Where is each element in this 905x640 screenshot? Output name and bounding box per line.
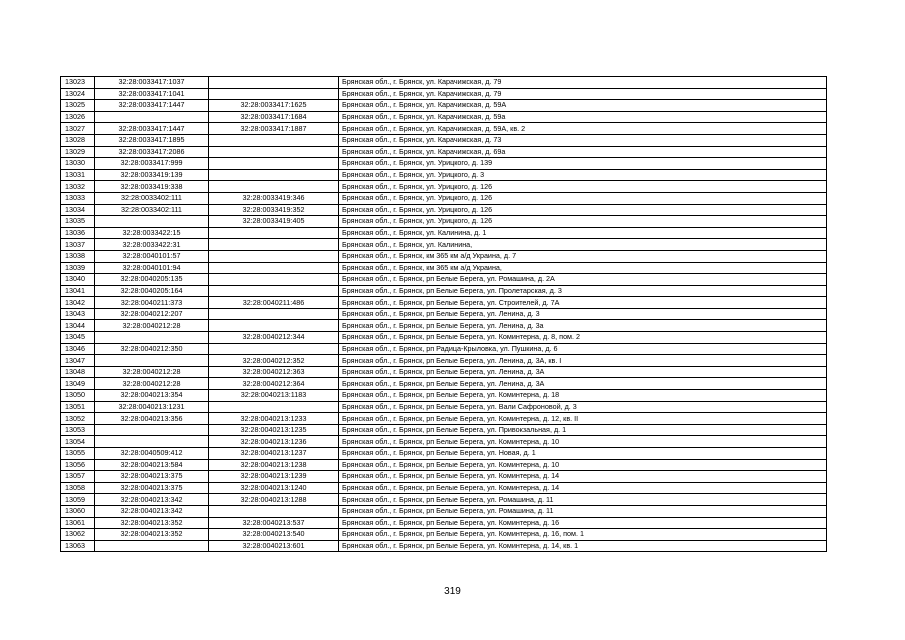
table-row xyxy=(61,192,827,204)
cadastral-number-cell: 32:28:0040212:28 xyxy=(95,320,209,332)
table-row xyxy=(61,459,827,471)
related-cadastral-number-cell: 32:28:0033417:1625 xyxy=(209,100,339,112)
address-cell: Брянская обл., г. Брянск, рп Белые Берега, ул. Новая, д. 1 xyxy=(339,448,827,460)
table-row xyxy=(61,123,827,135)
address-cell: Брянская обл., г. Брянск, рп Белые Берега, ул. Ромашина, д. 2А xyxy=(339,274,827,286)
address-cell: Брянская обл., г. Брянск, рп Белые Берега, ул. Привокзальная, д. 1 xyxy=(339,424,827,436)
related-cadastral-number-cell: 32:28:0033419:405 xyxy=(209,216,339,228)
table-row xyxy=(61,239,827,251)
row-number-cell: 13049 xyxy=(61,378,95,390)
row-number-cell: 13056 xyxy=(61,459,95,471)
address-cell: Брянская обл., г. Брянск, рп Белые Берега, ул. Ленина, д. 3А xyxy=(339,366,827,378)
row-number-cell: 13023 xyxy=(61,77,95,89)
table-row xyxy=(61,146,827,158)
address-cell: Брянская обл., г. Брянск, рп Белые Берега, ул. Коминтерна, д. 14 xyxy=(339,471,827,483)
table-row xyxy=(61,505,827,517)
address-cell: Брянская обл., г. Брянск, рп Белые Берега, ул. Ромашина, д. 11 xyxy=(339,494,827,506)
related-cadastral-number-cell xyxy=(209,401,339,413)
row-number-cell: 13030 xyxy=(61,158,95,170)
address-cell: Брянская обл., г. Брянск, рп Белые Берега, ул. Коминтерна, д. 10 xyxy=(339,459,827,471)
table-row xyxy=(61,366,827,378)
row-number-cell: 13046 xyxy=(61,343,95,355)
table-row xyxy=(61,216,827,228)
row-number-cell: 13043 xyxy=(61,308,95,320)
cadastral-number-cell: 32:28:0040205:135 xyxy=(95,274,209,286)
row-number-cell: 13039 xyxy=(61,262,95,274)
related-cadastral-number-cell xyxy=(209,181,339,193)
address-cell: Брянская обл., г. Брянск, рп Белые Берега, ул. Ромашина, д. 11 xyxy=(339,505,827,517)
address-cell: Брянская обл., г. Брянск, рп Белые Берега, ул. Коминтерна, д. 16 xyxy=(339,517,827,529)
cadastral-number-cell xyxy=(95,540,209,552)
cadastral-number-cell: 32:28:0040212:207 xyxy=(95,308,209,320)
table-row xyxy=(61,100,827,112)
cadastral-number-cell xyxy=(95,424,209,436)
row-number-cell: 13042 xyxy=(61,297,95,309)
row-number-cell: 13038 xyxy=(61,250,95,262)
row-number-cell: 13032 xyxy=(61,181,95,193)
related-cadastral-number-cell xyxy=(209,262,339,274)
address-cell: Брянская обл., г. Брянск, ул. Калинина, xyxy=(339,239,827,251)
address-cell: Брянская обл., г. Брянск, рп Белые Берега, ул. Коминтерна, д. 12, кв. II xyxy=(339,413,827,425)
row-number-cell: 13027 xyxy=(61,123,95,135)
row-number-cell: 13061 xyxy=(61,517,95,529)
table-row xyxy=(61,204,827,216)
row-number-cell: 13060 xyxy=(61,505,95,517)
cadastral-number-cell: 32:28:0033417:1895 xyxy=(95,134,209,146)
address-cell: Брянская обл., г. Брянск, рп Белые Берега, ул. Пролетарская, д. 3 xyxy=(339,285,827,297)
related-cadastral-number-cell: 32:28:0040212:352 xyxy=(209,355,339,367)
cadastral-number-cell: 32:28:0033419:338 xyxy=(95,181,209,193)
related-cadastral-number-cell: 32:28:0040213:1288 xyxy=(209,494,339,506)
table-row xyxy=(61,274,827,286)
table-row xyxy=(61,529,827,541)
related-cadastral-number-cell: 32:28:0040213:1235 xyxy=(209,424,339,436)
address-cell: Брянская обл., г. Брянск, ул. Калинина, д. 1 xyxy=(339,227,827,239)
cadastral-number-cell: 32:28:0040213:352 xyxy=(95,529,209,541)
row-number-cell: 13040 xyxy=(61,274,95,286)
table-row xyxy=(61,332,827,344)
table-row xyxy=(61,343,827,355)
cadastral-number-cell: 32:28:0040212:28 xyxy=(95,366,209,378)
row-number-cell: 13062 xyxy=(61,529,95,541)
related-cadastral-number-cell: 32:28:0040213:540 xyxy=(209,529,339,541)
address-cell: Брянская обл., г. Брянск, рп Белые Берега, ул. Коминтерна, д. 14 xyxy=(339,482,827,494)
address-cell: Брянская обл., г. Брянск, рп Белые Берега, ул. Ленина, д. 3а xyxy=(339,320,827,332)
address-cell: Брянская обл., г. Брянск, рп Радица-Крыловка, ул. Пушкина, д. 6 xyxy=(339,343,827,355)
table-row xyxy=(61,169,827,181)
cadastral-number-cell xyxy=(95,216,209,228)
row-number-cell: 13045 xyxy=(61,332,95,344)
related-cadastral-number-cell: 32:28:0033419:352 xyxy=(209,204,339,216)
related-cadastral-number-cell: 32:28:0040212:344 xyxy=(209,332,339,344)
address-cell: Брянская обл., г. Брянск, ул. Карачижская, д. 59А xyxy=(339,100,827,112)
address-cell: Брянская обл., г. Брянск, км 365 км а/д Украина, xyxy=(339,262,827,274)
address-cell: Брянская обл., г. Брянск, ул. Урицкого, д. 3 xyxy=(339,169,827,181)
related-cadastral-number-cell: 32:28:0040212:363 xyxy=(209,366,339,378)
cadastral-number-cell: 32:28:0033422:15 xyxy=(95,227,209,239)
related-cadastral-number-cell xyxy=(209,274,339,286)
table-row xyxy=(61,424,827,436)
cadastral-number-cell: 32:28:0040212:28 xyxy=(95,378,209,390)
cadastral-number-cell: 32:28:0033417:999 xyxy=(95,158,209,170)
related-cadastral-number-cell: 32:28:0040213:601 xyxy=(209,540,339,552)
related-cadastral-number-cell xyxy=(209,227,339,239)
cadastral-number-cell: 32:28:0033402:111 xyxy=(95,204,209,216)
address-cell: Брянская обл., г. Брянск, рп Белые Берега, ул. Коминтерна, д. 16, пом. 1 xyxy=(339,529,827,541)
row-number-cell: 13037 xyxy=(61,239,95,251)
cadastral-number-cell: 32:28:0033417:1447 xyxy=(95,123,209,135)
address-cell: Брянская обл., г. Брянск, ул. Карачижская, д. 79 xyxy=(339,88,827,100)
related-cadastral-number-cell xyxy=(209,146,339,158)
cadastral-number-cell: 32:28:0040212:350 xyxy=(95,343,209,355)
row-number-cell: 13057 xyxy=(61,471,95,483)
cadastral-number-cell: 32:28:0033402:111 xyxy=(95,192,209,204)
related-cadastral-number-cell: 32:28:0040213:1238 xyxy=(209,459,339,471)
row-number-cell: 13033 xyxy=(61,192,95,204)
related-cadastral-number-cell: 32:28:0040213:1236 xyxy=(209,436,339,448)
table-row xyxy=(61,448,827,460)
table-row xyxy=(61,158,827,170)
related-cadastral-number-cell: 32:28:0033419:346 xyxy=(209,192,339,204)
table-row xyxy=(61,482,827,494)
table-row xyxy=(61,355,827,367)
table-row xyxy=(61,308,827,320)
address-cell: Брянская обл., г. Брянск, ул. Урицкого, д. 126 xyxy=(339,216,827,228)
cadastral-number-cell xyxy=(95,332,209,344)
row-number-cell: 13048 xyxy=(61,366,95,378)
cadastral-number-cell: 32:28:0040213:375 xyxy=(95,482,209,494)
row-number-cell: 13029 xyxy=(61,146,95,158)
address-cell: Брянская обл., г. Брянск, рп Белые Берега, ул. Коминтерна, д. 8, пом. 2 xyxy=(339,332,827,344)
cadastral-number-cell xyxy=(95,355,209,367)
table-row xyxy=(61,250,827,262)
row-number-cell: 13054 xyxy=(61,436,95,448)
row-number-cell: 13024 xyxy=(61,88,95,100)
cadastral-number-cell: 32:28:0040211:373 xyxy=(95,297,209,309)
cadastral-number-cell: 32:28:0033417:1041 xyxy=(95,88,209,100)
cadastral-number-cell: 32:28:0033417:1447 xyxy=(95,100,209,112)
cadastral-number-cell: 32:28:0040509:412 xyxy=(95,448,209,460)
address-cell: Брянская обл., г. Брянск, рп Белые Берега, ул. Коминтерна, д. 18 xyxy=(339,390,827,402)
row-number-cell: 13036 xyxy=(61,227,95,239)
address-cell: Брянская обл., г. Брянск, рп Белые Берега, ул. Ленина, д. 3А xyxy=(339,378,827,390)
cadastral-number-cell: 32:28:0033419:139 xyxy=(95,169,209,181)
table-row xyxy=(61,134,827,146)
cadastral-number-cell: 32:28:0040213:342 xyxy=(95,494,209,506)
cadastral-number-cell: 32:28:0040213:356 xyxy=(95,413,209,425)
related-cadastral-number-cell: 32:28:0040212:364 xyxy=(209,378,339,390)
row-number-cell: 13025 xyxy=(61,100,95,112)
cadastral-number-cell xyxy=(95,111,209,123)
related-cadastral-number-cell: 32:28:0040213:1237 xyxy=(209,448,339,460)
table-row xyxy=(61,494,827,506)
cadastral-number-cell: 32:28:0033422:31 xyxy=(95,239,209,251)
cadastral-number-cell: 32:28:0040213:354 xyxy=(95,390,209,402)
cadastral-number-cell: 32:28:0040101:57 xyxy=(95,250,209,262)
row-number-cell: 13059 xyxy=(61,494,95,506)
table-row xyxy=(61,77,827,89)
row-number-cell: 13052 xyxy=(61,413,95,425)
address-cell: Брянская обл., г. Брянск, рп Белые Берега, ул. Вали Сафроновой, д. 3 xyxy=(339,401,827,413)
related-cadastral-number-cell: 32:28:0040213:1183 xyxy=(209,390,339,402)
address-cell: Брянская обл., г. Брянск, рп Белые Берега, ул. Ленина, д. 3 xyxy=(339,308,827,320)
table-row xyxy=(61,436,827,448)
table-row xyxy=(61,540,827,552)
row-number-cell: 13063 xyxy=(61,540,95,552)
table-row xyxy=(61,227,827,239)
address-cell: Брянская обл., г. Брянск, рп Белые Берега, ул. Ленина, д. 3А, кв. I xyxy=(339,355,827,367)
address-cell: Брянская обл., г. Брянск, ул. Карачижская, д. 73 xyxy=(339,134,827,146)
cadastral-number-cell: 32:28:0040205:164 xyxy=(95,285,209,297)
cadastral-number-cell xyxy=(95,436,209,448)
address-cell: Брянская обл., г. Брянск, ул. Урицкого, д. 126 xyxy=(339,181,827,193)
address-cell: Брянская обл., г. Брянск, рп Белые Берега, ул. Строителей, д. 7А xyxy=(339,297,827,309)
cadastral-number-cell: 32:28:0040101:94 xyxy=(95,262,209,274)
row-number-cell: 13031 xyxy=(61,169,95,181)
related-cadastral-number-cell: 32:28:0040213:1240 xyxy=(209,482,339,494)
cadastral-number-cell: 32:28:0033417:2086 xyxy=(95,146,209,158)
address-cell: Брянская обл., г. Брянск, ул. Карачижская, д. 59А, кв. 2 xyxy=(339,123,827,135)
related-cadastral-number-cell xyxy=(209,88,339,100)
address-cell: Брянская обл., г. Брянск, км 365 км а/д Украина, д. 7 xyxy=(339,250,827,262)
related-cadastral-number-cell xyxy=(209,320,339,332)
table-row xyxy=(61,471,827,483)
cadastral-number-cell: 32:28:0040213:352 xyxy=(95,517,209,529)
address-cell: Брянская обл., г. Брянск, ул. Карачижская, д. 69а xyxy=(339,146,827,158)
related-cadastral-number-cell xyxy=(209,239,339,251)
cadastral-number-cell: 32:28:0040213:342 xyxy=(95,505,209,517)
row-number-cell: 13055 xyxy=(61,448,95,460)
related-cadastral-number-cell: 32:28:0033417:1887 xyxy=(209,123,339,135)
related-cadastral-number-cell xyxy=(209,343,339,355)
row-number-cell: 13047 xyxy=(61,355,95,367)
table-row xyxy=(61,88,827,100)
related-cadastral-number-cell xyxy=(209,169,339,181)
cadastral-number-cell: 32:28:0033417:1037 xyxy=(95,77,209,89)
table-row xyxy=(61,111,827,123)
related-cadastral-number-cell xyxy=(209,505,339,517)
table-row xyxy=(61,401,827,413)
related-cadastral-number-cell xyxy=(209,134,339,146)
related-cadastral-number-cell: 32:28:0040211:486 xyxy=(209,297,339,309)
cadastral-number-cell: 32:28:0040213:1231 xyxy=(95,401,209,413)
address-cell: Брянская обл., г. Брянск, ул. Урицкого, д. 126 xyxy=(339,204,827,216)
table-row xyxy=(61,378,827,390)
related-cadastral-number-cell: 32:28:0033417:1684 xyxy=(209,111,339,123)
address-cell: Брянская обл., г. Брянск, рп Белые Берега, ул. Коминтерна, д. 10 xyxy=(339,436,827,448)
table-row xyxy=(61,181,827,193)
table-row xyxy=(61,517,827,529)
row-number-cell: 13050 xyxy=(61,390,95,402)
related-cadastral-number-cell xyxy=(209,285,339,297)
related-cadastral-number-cell: 32:28:0040213:1233 xyxy=(209,413,339,425)
address-cell: Брянская обл., г. Брянск, ул. Карачижская, д. 59а xyxy=(339,111,827,123)
table-row xyxy=(61,320,827,332)
related-cadastral-number-cell: 32:28:0040213:537 xyxy=(209,517,339,529)
address-cell: Брянская обл., г. Брянск, рп Белые Берега, ул. Коминтерна, д. 14, кв. 1 xyxy=(339,540,827,552)
table-row xyxy=(61,413,827,425)
row-number-cell: 13051 xyxy=(61,401,95,413)
row-number-cell: 13053 xyxy=(61,424,95,436)
related-cadastral-number-cell xyxy=(209,308,339,320)
page-number: 319 xyxy=(444,586,461,597)
row-number-cell: 13041 xyxy=(61,285,95,297)
row-number-cell: 13044 xyxy=(61,320,95,332)
cadastral-number-cell: 32:28:0040213:375 xyxy=(95,471,209,483)
related-cadastral-number-cell xyxy=(209,77,339,89)
row-number-cell: 13035 xyxy=(61,216,95,228)
table-body xyxy=(61,77,827,552)
cadastral-number-cell: 32:28:0040213:584 xyxy=(95,459,209,471)
cadastral-table xyxy=(60,76,827,552)
address-cell: Брянская обл., г. Брянск, ул. Карачижская, д. 79 xyxy=(339,77,827,89)
related-cadastral-number-cell: 32:28:0040213:1239 xyxy=(209,471,339,483)
table-row xyxy=(61,297,827,309)
row-number-cell: 13034 xyxy=(61,204,95,216)
related-cadastral-number-cell xyxy=(209,250,339,262)
row-number-cell: 13028 xyxy=(61,134,95,146)
address-cell: Брянская обл., г. Брянск, ул. Урицкого, д. 126 xyxy=(339,192,827,204)
table-row xyxy=(61,262,827,274)
related-cadastral-number-cell xyxy=(209,158,339,170)
row-number-cell: 13058 xyxy=(61,482,95,494)
table-row xyxy=(61,285,827,297)
address-cell: Брянская обл., г. Брянск, ул. Урицкого, д. 139 xyxy=(339,158,827,170)
row-number-cell: 13026 xyxy=(61,111,95,123)
table-row xyxy=(61,390,827,402)
